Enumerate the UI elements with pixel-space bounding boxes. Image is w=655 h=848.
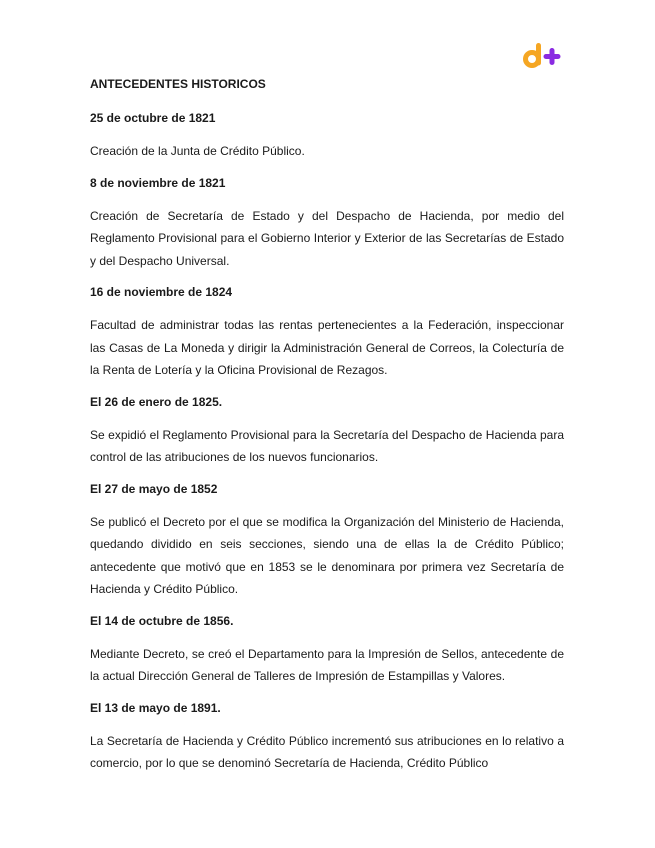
entry-text: Se expidió el Reglamento Provisional para la Secretaría del Despacho de Hacienda para control de las atribuciones de los nuevos funcionarios. (90, 427, 564, 464)
history-entry (90, 282, 564, 382)
entry-date: 8 de noviembre de 1821 (90, 175, 226, 190)
d-plus-logo-icon (521, 40, 563, 70)
entry-text: Mediante Decreto, se creó el Departamento para la Impresión de Sellos, antecedente de la actual Dirección General de Talleres de Impresión de Estampillas y Valores. (90, 646, 564, 683)
logo-plus-horizontal (544, 54, 561, 59)
document-content (90, 74, 564, 785)
history-entry (90, 611, 564, 688)
document-title: ANTECEDENTES HISTORICOS (90, 77, 266, 91)
history-entry (90, 173, 564, 273)
entry-text: Se publicó el Decreto por el que se modifica la Organización del Ministerio de Hacienda, quedando dividido en seis secciones, siendo una de ellas la de Crédito Público; antecedente que motivó que en 1853 se le denominara por primera vez Secretaría de Hacienda y Crédito Público. (90, 514, 564, 596)
entry-date: El 14 de octubre de 1856. (90, 613, 234, 628)
history-entry (90, 392, 564, 469)
entry-date: El 13 de mayo de 1891. (90, 700, 221, 715)
history-entry (90, 698, 564, 775)
entry-text: Facultad de administrar todas las rentas pertenecientes a la Federación, inspeccionar las Casas de La Moneda y dirigir la Administración General de Correos, la Colecturía de la Renta de Lotería y la Oficina Provisional de Rezagos. (90, 318, 564, 377)
entry-text: Creación de la Junta de Crédito Público. (90, 144, 305, 158)
entry-date: El 27 de mayo de 1852 (90, 481, 218, 496)
entry-text: Creación de Secretaría de Estado y del Despacho de Hacienda, por medio del Reglamento Provisional para el Gobierno Interior y Exterior de las Secretarías de Estado y del Despacho Universal. (90, 208, 564, 268)
history-entry (90, 108, 564, 163)
logo-d-stem (536, 43, 541, 66)
entry-text: La Secretaría de Hacienda y Crédito Público incrementó sus atribuciones en lo relativo a comercio, por lo que se denominó Secretaría de Hacienda, Crédito Público (90, 733, 564, 770)
entry-date: El 26 de enero de 1825. (90, 394, 223, 409)
entry-date: 25 de octubre de 1821 (90, 111, 216, 125)
entry-date: 16 de noviembre de 1824 (90, 285, 233, 299)
history-entry (90, 479, 564, 601)
